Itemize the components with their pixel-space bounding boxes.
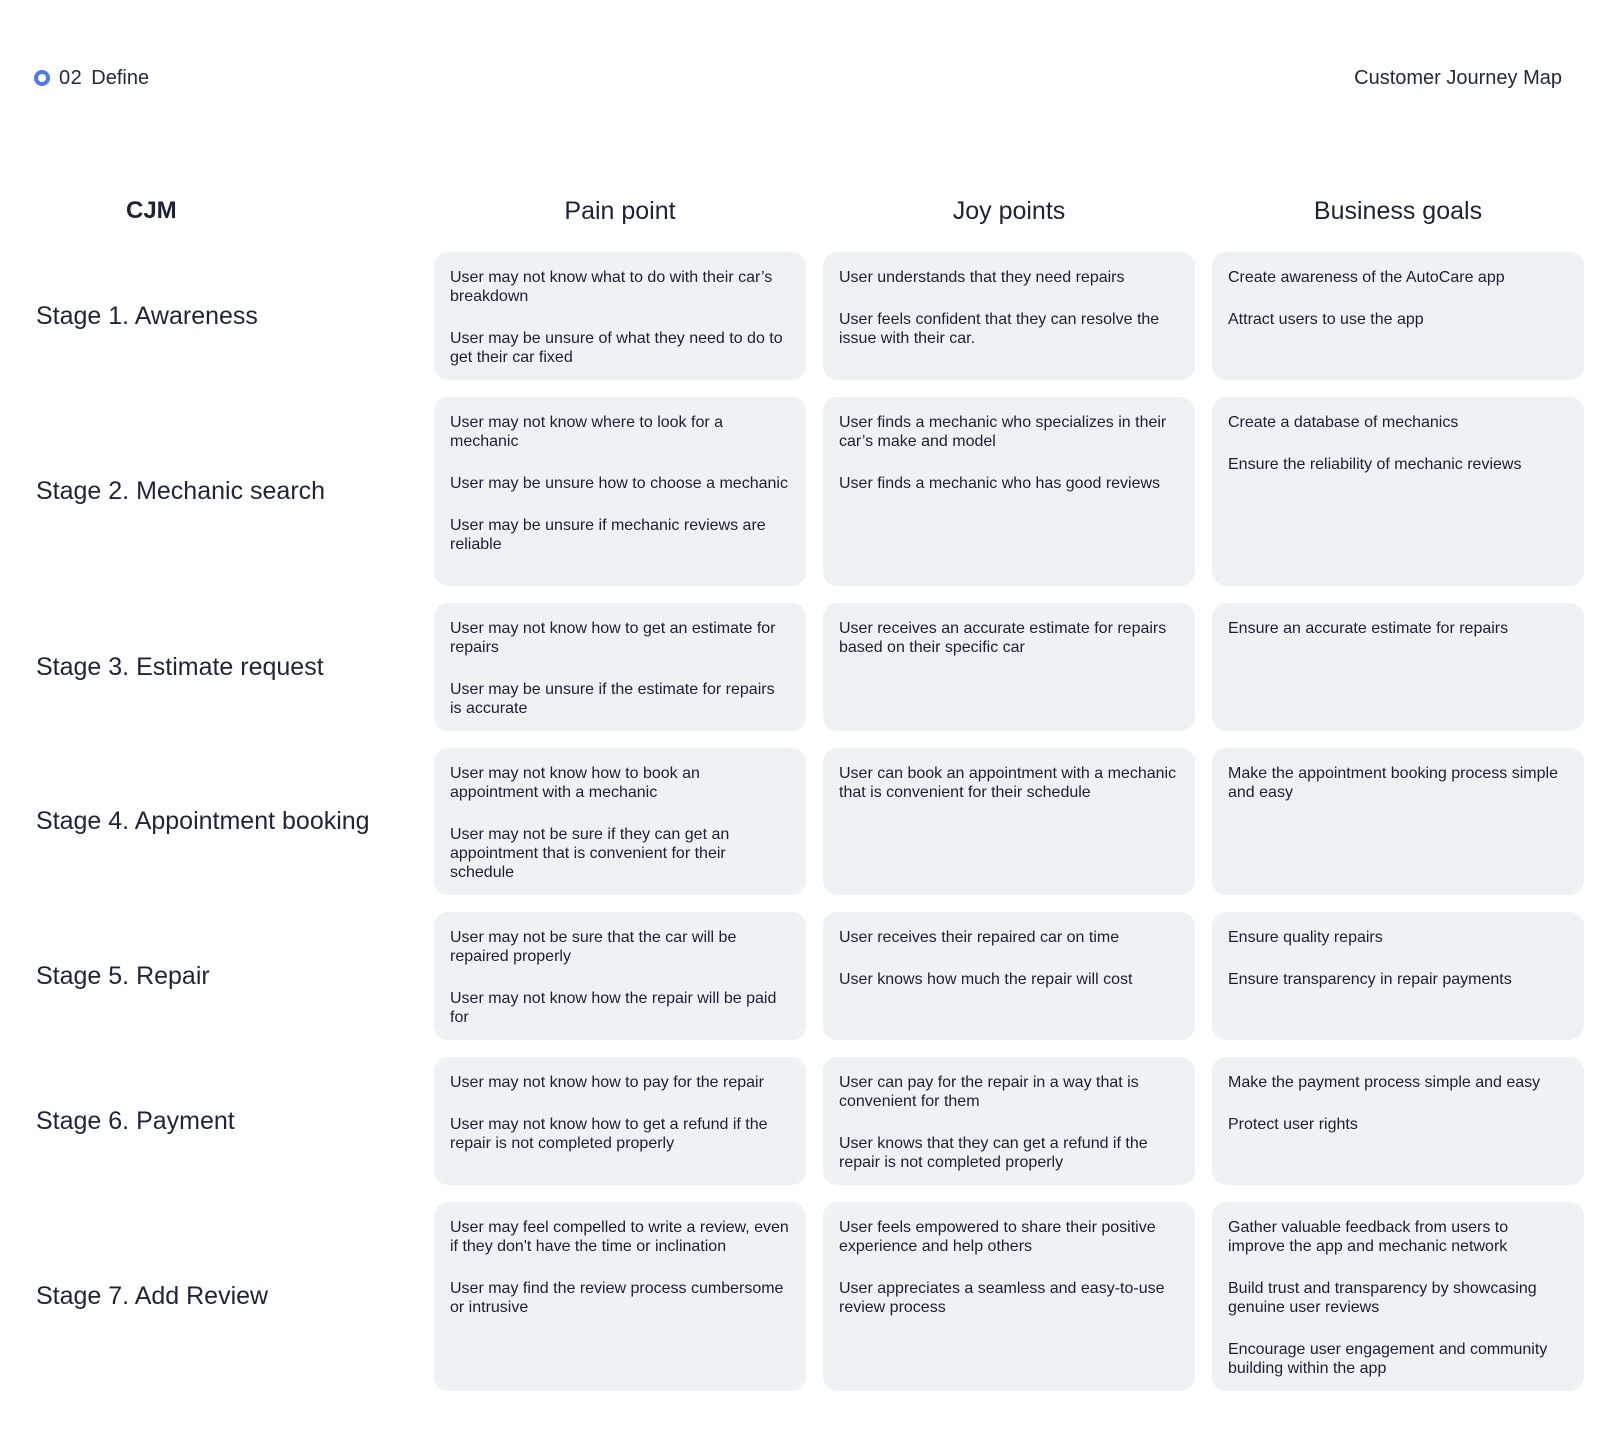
pain-point-item: User may be unsure how to choose a mechanic: [450, 475, 788, 492]
business-goal-item: Ensure transparency in repair payments: [1228, 971, 1512, 988]
pain-point-item: User may be unsure if mechanic reviews are reliable: [450, 517, 766, 553]
business-goal-item: Ensure quality repairs: [1228, 929, 1383, 946]
business-goal-item: Create a database of mechanics: [1228, 414, 1459, 431]
page-title: Customer Journey Map: [1354, 66, 1562, 89]
pain-point-item: User may not be sure if they can get an appointment that is convenient for their schedule: [450, 826, 730, 881]
business-goal-item: Build trust and transparency by showcasing genuine user reviews: [1228, 1280, 1537, 1316]
pain-point-item: User may find the review process cumbersome or intrusive: [450, 1280, 784, 1316]
stage-label: Stage 6. Payment: [36, 1106, 235, 1135]
joy-point-item: User finds a mechanic who has good reviews: [839, 475, 1161, 492]
business-goal-item: Ensure the reliability of mechanic reviews: [1228, 456, 1522, 473]
business-goal-item: Encourage user engagement and community building within the app: [1228, 1341, 1548, 1377]
section-number: 02: [59, 66, 83, 89]
pain-point-item: User may not know where to look for a mechanic: [450, 414, 724, 450]
joy-point-card: [823, 1202, 1195, 1391]
joy-point-item: User receives an accurate estimate for repairs based on their specific car: [839, 620, 1167, 656]
stage-label: Stage 2. Mechanic search: [36, 477, 326, 505]
stage-label: Stage 5. Repair: [36, 961, 210, 990]
joy-point-item: User feels confident that they can resolve the issue with their car.: [839, 311, 1160, 347]
joy-point-card: [823, 748, 1195, 895]
business-goal-item: Attract users to use the app: [1228, 311, 1424, 328]
column-header-business-goals: Business goals: [1313, 197, 1483, 225]
joy-point-card: [823, 252, 1195, 380]
stage-label: Stage 3. Estimate request: [36, 652, 324, 681]
section-indicator: [34, 67, 149, 90]
business-goal-card: [1212, 603, 1584, 731]
stage-label: Stage 7. Add Review: [36, 1282, 269, 1310]
joy-point-item: User understands that they need repairs: [839, 269, 1125, 286]
pain-point-item: User may be unsure if the estimate for repairs is accurate: [450, 681, 775, 717]
pain-point-card: [434, 748, 806, 895]
pain-point-item: User may not know how to get a refund if the repair is not completed properly: [450, 1116, 768, 1152]
business-goal-card: [1212, 1057, 1584, 1185]
joy-point-item: User appreciates a seamless and easy-to-use review process: [839, 1280, 1165, 1316]
journey-map-table: [36, 190, 1566, 1391]
business-goal-card: [1212, 252, 1584, 380]
section-name: Define: [91, 66, 150, 89]
pain-point-card: [434, 252, 806, 380]
column-header-cjm: CJM: [126, 197, 177, 224]
pain-point-item: User may not know how to pay for the repair: [450, 1074, 764, 1091]
business-goal-item: Make the appointment booking process simple and easy: [1228, 765, 1558, 801]
joy-point-item: User knows how much the repair will cost: [839, 971, 1133, 988]
business-goal-item: Gather valuable feedback from users to improve the app and mechanic network: [1228, 1219, 1509, 1255]
top-bar: [34, 64, 1562, 92]
joy-point-item: User knows that they can get a refund if the repair is not completed properly: [839, 1135, 1148, 1171]
business-goal-item: Ensure an accurate estimate for repairs: [1228, 620, 1509, 637]
pain-point-card: [434, 1202, 806, 1391]
joy-point-card: [823, 397, 1195, 586]
business-goal-item: Create awareness of the AutoCare app: [1228, 269, 1505, 286]
column-header-joy-points: Joy points: [952, 197, 1066, 225]
column-header-pain-point: Pain point: [564, 197, 676, 225]
joy-point-card: [823, 603, 1195, 731]
business-goal-item: Make the payment process simple and easy: [1228, 1074, 1541, 1091]
pain-point-item: User may not know how to book an appointment with a mechanic: [450, 765, 700, 801]
joy-point-card: [823, 1057, 1195, 1185]
stage-label: Stage 1. Awareness: [36, 301, 258, 330]
joy-point-item: User can book an appointment with a mechanic that is convenient for their schedule: [839, 765, 1177, 801]
business-goal-card: [1212, 748, 1584, 895]
pain-point-card: [434, 603, 806, 731]
joy-point-item: User finds a mechanic who specializes in their car’s make and model: [839, 414, 1167, 450]
pain-point-item: User may not know how the repair will be paid for: [450, 990, 777, 1026]
joy-point-item: User can pay for the repair in a way that is convenient for them: [839, 1074, 1139, 1110]
business-goal-item: Protect user rights: [1228, 1116, 1358, 1133]
joy-point-item: User feels empowered to share their positive experience and help others: [839, 1219, 1156, 1255]
joy-point-card: [823, 912, 1195, 1040]
pain-point-item: User may be unsure of what they need to do to get their car fixed: [450, 330, 783, 366]
joy-point-item: User receives their repaired car on time: [839, 929, 1120, 946]
stage-label: Stage 4. Appointment booking: [36, 807, 370, 835]
business-goal-card: [1212, 397, 1584, 586]
business-goal-card: [1212, 1202, 1584, 1391]
pain-point-item: User may not know what to do with their car’s breakdown: [450, 269, 773, 305]
pain-point-item: User may not know how to get an estimate for repairs: [450, 620, 776, 656]
pain-point-card: [434, 397, 806, 586]
pain-point-item: User may not be sure that the car will be repaired properly: [450, 929, 737, 965]
pain-point-item: User may feel compelled to write a review, even if they don't have the time or inclination: [450, 1219, 789, 1255]
business-goal-card: [1212, 912, 1584, 1040]
pain-point-card: [434, 912, 806, 1040]
pain-point-card: [434, 1057, 806, 1185]
section-dot-icon: [34, 70, 50, 86]
